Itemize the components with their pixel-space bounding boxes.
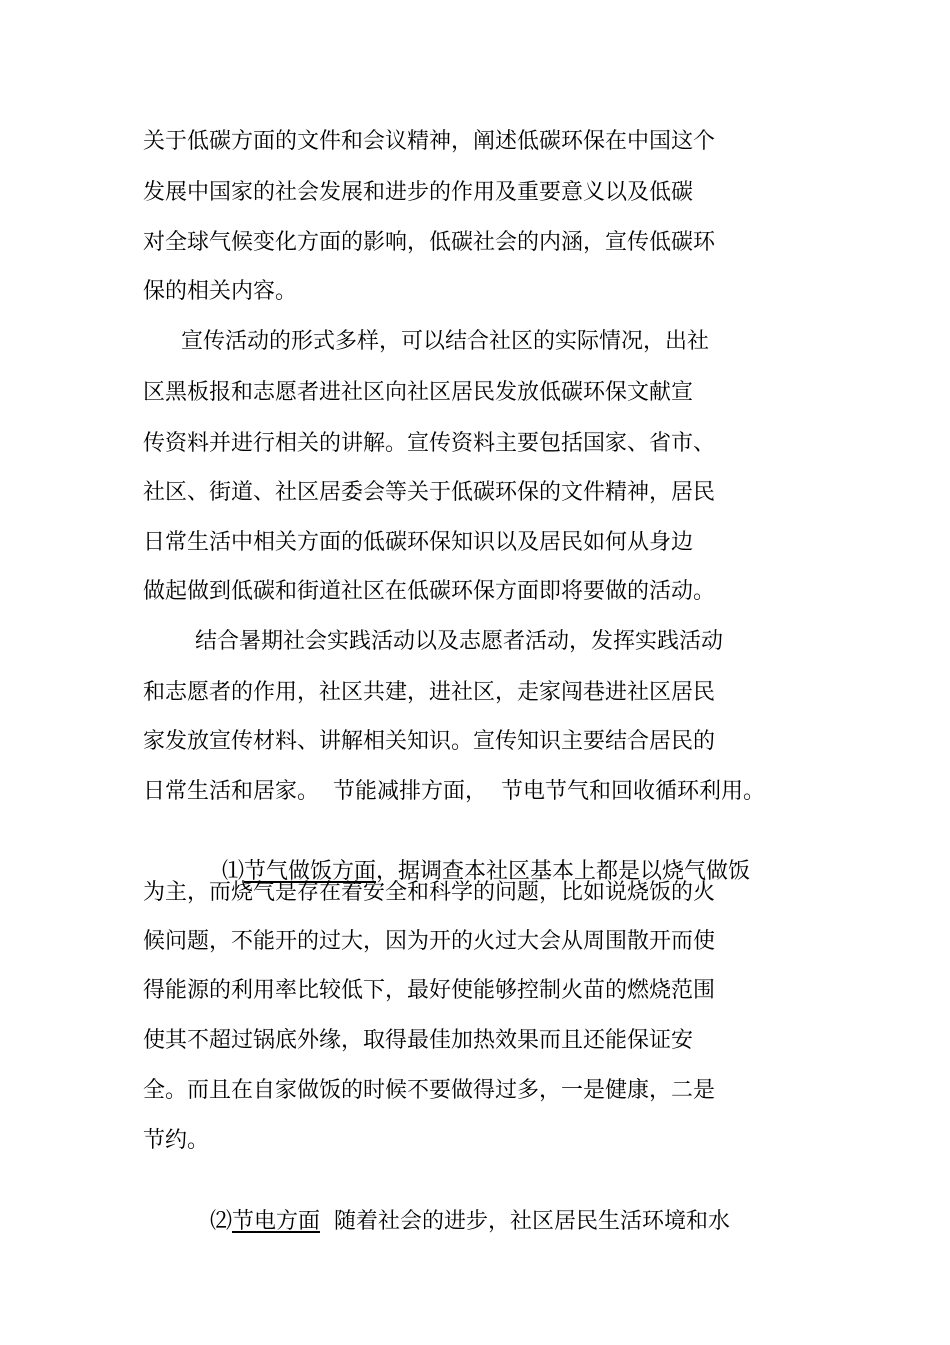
paragraph-line: 得能源的利用率比较低下，最好使能够控制火苗的燃烧范围 — [143, 978, 716, 1003]
paragraph-line: 对全球气候变化方面的影响，低碳社会的内涵，宣传低碳环 — [143, 230, 716, 255]
section-heading: 节气做饭方面 — [244, 859, 377, 884]
paragraph-line: 发展中国家的社会发展和进步的作用及重要意义以及低碳 — [143, 180, 694, 205]
paragraph-line: 和志愿者的作用，社区共建，进社区，走家闯巷进社区居民 — [143, 680, 716, 705]
paragraph-line: 宣传活动的形式多样，可以结合社区的实际情况，出社 — [181, 329, 710, 354]
paragraph-line: 家发放宣传材料、讲解相关知识。宣传知识主要结合居民的 — [143, 729, 716, 754]
paragraph-line: 保的相关内容。 — [143, 279, 298, 304]
paragraph-line: 做起做到低碳和街道社区在低碳环保方面即将要做的活动。 — [143, 579, 716, 604]
paragraph-line: 结合暑期社会实践活动以及志愿者活动，发挥实践活动 — [195, 629, 724, 654]
paragraph-line: 日常生活和居家。 节能减排方面， 节电节气和回收循环利用。 — [143, 779, 765, 804]
paragraph-line: 候问题，不能开的过大，因为开的火过大会从周围散开而使 — [143, 929, 716, 954]
section-marker: ⑵ — [209, 1209, 232, 1234]
paragraph-line: 全。而且在自家做饭的时候不要做得过多，一是健康，二是 — [143, 1078, 716, 1103]
paragraph-line: 节约。 — [143, 1128, 210, 1153]
section-text: ，据调查本社区基本上都是以烧气做饭 — [376, 859, 751, 884]
section-heading-line — [182, 1177, 730, 1267]
paragraph-line: 使其不超过锅底外缘，取得最佳加热效果而且还能保证安 — [143, 1028, 694, 1053]
paragraph-line: 社区、街道、社区居委会等关于低碳环保的文件精神，居民 — [143, 480, 716, 505]
paragraph-line: 日常生活中相关方面的低碳环保知识以及居民如何从身边 — [143, 530, 694, 555]
section-heading: 节电方面 — [232, 1209, 321, 1234]
paragraph-line: 关于低碳方面的文件和会议精神，阐述低碳环保在中国这个 — [143, 129, 716, 154]
paragraph-line: 传资料并进行相关的讲解。宣传资料主要包括国家、省市、 — [143, 431, 716, 456]
section-text: 随着社会的进步，社区居民生活环境和水 — [320, 1209, 731, 1234]
paragraph-line: 为主，而烧气是存在着安全和科学的问题，比如说烧饭的火 — [143, 880, 716, 905]
section-marker: ⑴ — [221, 859, 244, 884]
paragraph-line: 区黑板报和志愿者进社区向社区居民发放低碳环保文献宣 — [143, 380, 694, 405]
